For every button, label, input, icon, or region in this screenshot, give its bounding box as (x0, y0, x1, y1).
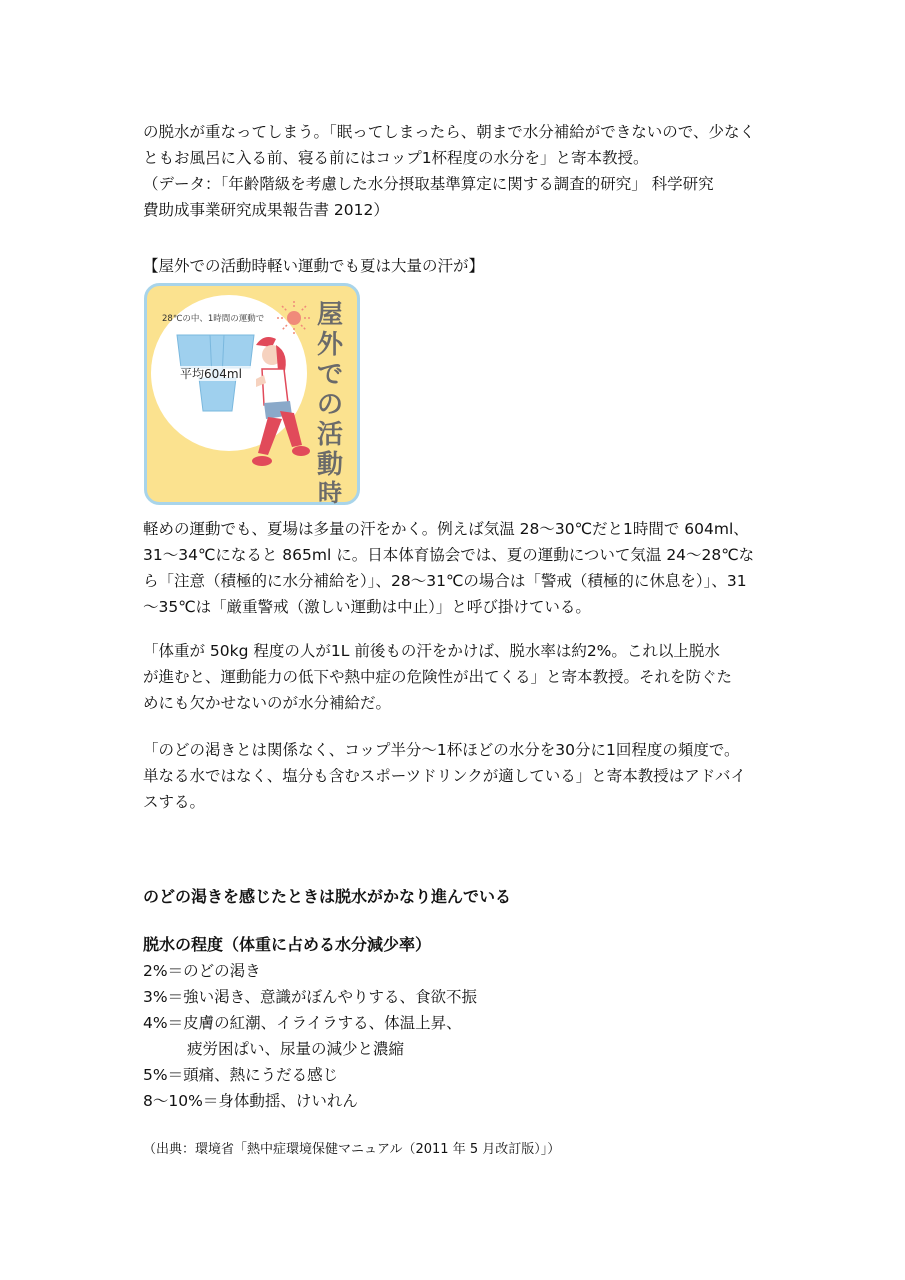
intro-line: （データ：「年齢階級を考慮した水分摂取基準算定に関する調査的研究」 科学研究 (143, 175, 714, 193)
list-item: 疲労困ぱい、尿量の減少と濃縮 (187, 1040, 405, 1058)
list-item: 5%＝頭痛、熱にうだる感じ (143, 1066, 339, 1084)
vertical-title-char: 屋 (316, 300, 344, 330)
dehydration-list (143, 958, 783, 1114)
paragraph (143, 516, 783, 620)
paragraph-line: めにも欠かせないのが水分補給だ。 (143, 694, 392, 712)
list-item: 4%＝皮膚の紅潮、イライラする、体温上昇、 (143, 1014, 462, 1032)
section-heading: のどの渇きを感じたときは脱水がかなり進んでいる (143, 887, 512, 906)
paragraph-line: 軽めの運動でも、夏場は多量の汗をかく。例えば気温 28～30℃だと1時間で 604ml、 (143, 520, 749, 538)
paragraph-line: ～35℃は「厳重警戒（激しい運動は中止）」と呼び掛けている。 (143, 598, 591, 616)
paragraph-line: スする。 (143, 793, 206, 811)
intro-line: ともお風呂に入る前、寝る前にはコップ1杯程度の水分を」と寄本教授。 (143, 149, 649, 167)
paragraph (143, 638, 783, 716)
vertical-title-char: 外 (316, 330, 344, 360)
intro-line: 費助成事業研究成果報告書 2012） (143, 201, 389, 219)
dehydration-title: 脱水の程度（体重に占める水分減少率） (143, 935, 432, 954)
vertical-title (317, 300, 344, 505)
list-item: 8～10%＝身体動揺、けいれん (143, 1092, 358, 1110)
paragraph-line: 単なる水ではなく、塩分も含むスポーツドリンクが適している」と寄本教授はアドバイ (143, 767, 746, 785)
illustration-amount: 平均604ml (180, 367, 242, 381)
section-heading: 【屋外での活動時軽い運動でも夏は大量の汗が】 (143, 257, 485, 275)
vertical-title-char: の (316, 390, 344, 420)
vertical-title-char: 動 (316, 450, 344, 480)
list-item: 3%＝強い渇き、意識がぼんやりする、食欲不振 (143, 988, 477, 1006)
vertical-title-char: で (316, 360, 344, 390)
paragraph-line: 「体重が 50kg 程度の人が1L 前後もの汗をかけば、脱水率は約2%。これ以上脱水 (143, 642, 720, 660)
paragraph-line: 31～34℃になると 865ml に。日本体育協会では、夏の運動について気温 24～28℃な (143, 546, 755, 564)
list-item: 2%＝のどの渇き (143, 962, 261, 980)
outdoor-activity-illustration (144, 283, 360, 505)
paragraph-line: 「のどの渇きとは関係なく、コップ半分～1杯ほどの水分を30分に1回程度の頻度で。 (143, 741, 740, 759)
illustration-caption: 28℃の中、1時間の運動で (162, 314, 265, 324)
paragraph-line: が進むと、運動能力の低下や熱中症の危険性が出てくる」と寄本教授。それを防ぐた (143, 668, 733, 686)
paragraph (143, 737, 783, 815)
intro-paragraph (143, 119, 783, 223)
source-note: （出典：環境省「熱中症環境保健マニュアル（2011 年 5 月改訂版）」） (143, 1142, 561, 1157)
vertical-title-char: 時 (318, 479, 342, 505)
intro-line: の脱水が重なってしまう。「眠ってしまったら、朝まで水分補給ができないので、少なく (143, 123, 755, 141)
paragraph-line: ら「注意（積極的に水分補給を）」、28～31℃の場合は「警戒（積極的に休息を）」、31 (143, 572, 747, 590)
vertical-title-char: 活 (316, 420, 344, 450)
